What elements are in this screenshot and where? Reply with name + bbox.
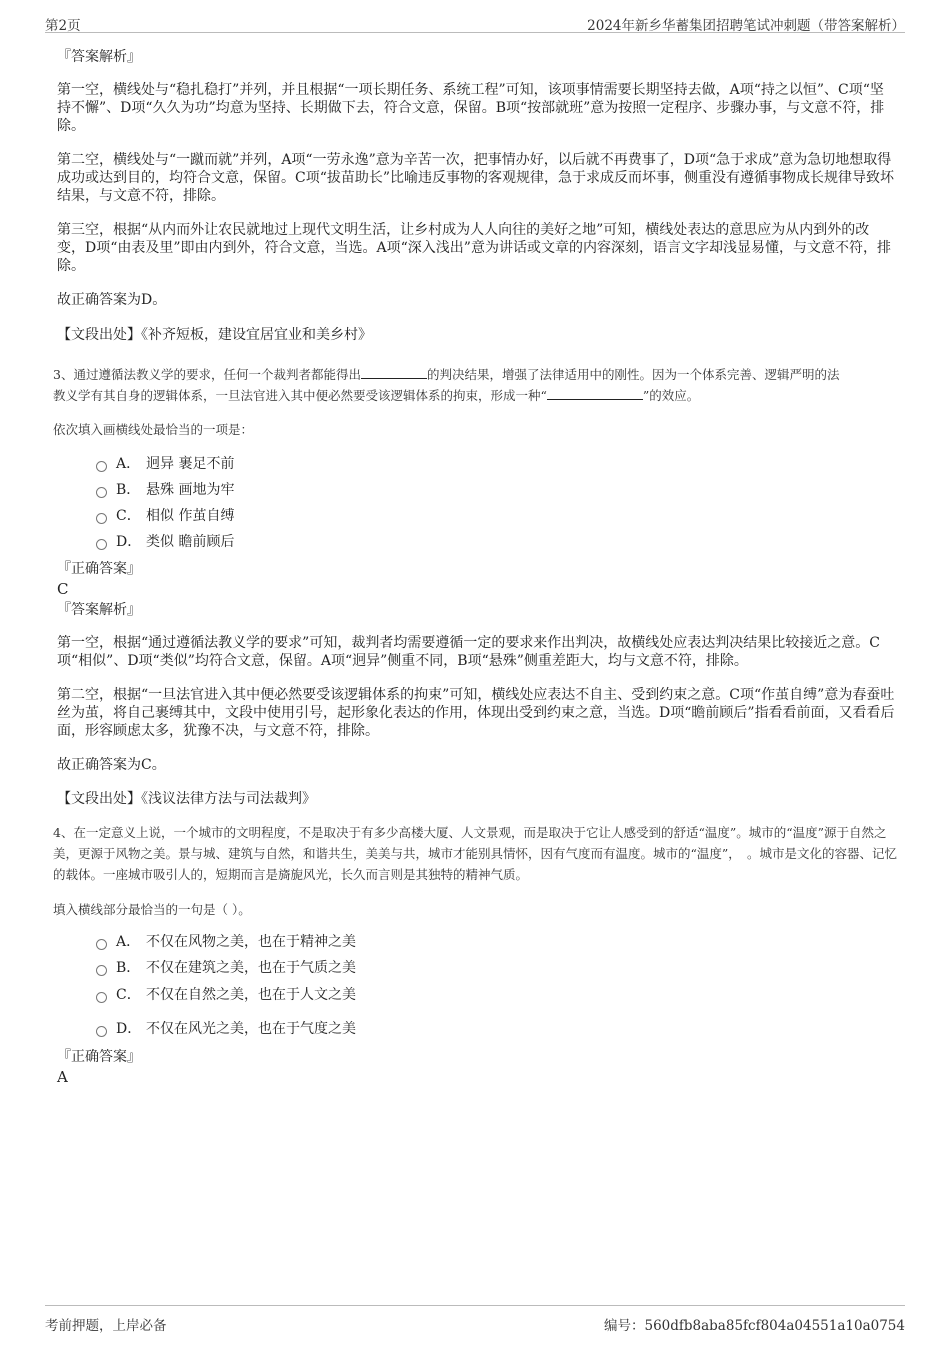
radio-icon[interactable]	[96, 513, 107, 524]
option-letter: D．	[116, 1021, 142, 1037]
option-text: 不仅在建筑之美，也在于气质之美	[146, 960, 356, 976]
q4-answer-label: 『正确答案』	[57, 1049, 141, 1065]
document-id: 编号：560dfb8aba85fcf804a04551a10a0754	[603, 1318, 905, 1334]
radio-icon[interactable]	[96, 539, 107, 550]
q3-answer-label: 『正确答案』	[57, 561, 141, 577]
q4-instruction: 填入横线部分最恰当的一句是（ ）。	[53, 902, 251, 917]
q3-blank-1	[361, 367, 427, 379]
option-text: 类似 瞻前顾后	[146, 534, 235, 550]
q2-conclusion: 故正确答案为D。	[57, 292, 167, 308]
q3-option-d[interactable]	[96, 532, 234, 552]
q3-conclusion: 故正确答案为C。	[57, 757, 166, 773]
q3-stem-part: 教义学有其自身的逻辑体系，一旦法官进入其中便必然要受该逻辑体系的拘束，形成一种“	[53, 388, 547, 403]
option-text: 不仅在风光之美，也在于气度之美	[146, 1021, 356, 1037]
option-text: 悬殊 画地为牢	[146, 482, 235, 498]
q3-option-b[interactable]	[96, 480, 234, 500]
option-letter: A．	[116, 934, 141, 950]
q3-stem-part: 的判决结果，增强了法律适用中的刚性。因为一个体系完善、逻辑严明的法	[426, 367, 840, 382]
option-text: 不仅在风物之美，也在于精神之美	[146, 934, 356, 950]
option-letter: B．	[116, 960, 141, 976]
q3-stem	[53, 364, 898, 406]
page-header	[45, 10, 905, 33]
radio-icon[interactable]	[96, 487, 107, 498]
q3-instruction: 依次填入画横线处最恰当的一项是：	[53, 422, 254, 437]
radio-icon[interactable]	[96, 1026, 107, 1037]
q3-answer: C	[57, 580, 69, 598]
q4-option-b[interactable]	[96, 958, 356, 978]
q2-source: 【文段出处】《补齐短板，建设宜居宜业和美乡村》	[57, 327, 372, 343]
option-text: 迥异 裹足不前	[146, 456, 235, 472]
q4-stem: 4、在一定意义上说，一个城市的文明程度，不是取决于有多少高楼大厦、人文景观，而是取决于它让人感受到的舒适“温度”。城市的“温度”源于自然之美，更源于风物之美。景与城、建筑与自然，和谐共生，美美与共，城市才能别具情怀，因有气度而有温度。城市的“温度”， 。城市是文化的容器、记忆的载体。一座城市吸引人的，短期而言是旖旎风光，长久而言则是其独特的精神气质。	[53, 825, 898, 882]
q4-option-c[interactable]	[96, 985, 356, 1005]
option-letter: C．	[116, 987, 141, 1003]
option-letter: C．	[116, 508, 141, 524]
q4-option-d[interactable]	[96, 1019, 356, 1039]
q3-option-c[interactable]	[96, 506, 234, 526]
page-footer	[45, 1305, 905, 1332]
option-letter: D．	[116, 534, 142, 550]
q2-analysis-p3: 第三空，根据“从内而外让农民就地过上现代文明生活，让乡村成为人人向往的美好之地”可知，横线处表达的意思应为从内到外的改变，D项“由表及里”即由内到外，符合文意，当选。A项“深入浅出”意为讲话或文章的内容深刻，语言文字却浅显易懂，与文意不符，排除。	[57, 222, 891, 274]
q3-stem-part: 3、通过遵循法教义学的要求，任何一个裁判者都能得出	[53, 367, 361, 382]
q4-answer: A	[57, 1068, 68, 1086]
radio-icon[interactable]	[96, 939, 107, 950]
option-letter: A．	[116, 456, 141, 472]
footer-slogan: 考前押题，上岸必备	[45, 1318, 167, 1334]
q2-analysis-p1: 第一空，横线处与“稳扎稳打”并列，并且根据“一项长期任务、系统工程”可知，该项事情需要长期坚持去做，A项“持之以恒”、C项“坚持不懈”、D项“久久为功”均意为坚持、长期做下去，符合文意，保留。B项“按部就班”意为按照一定程序、步骤办事，与文意不符，排除。	[57, 82, 885, 134]
radio-icon[interactable]	[96, 965, 107, 976]
q3-analysis-label: 『答案解析』	[57, 602, 141, 618]
q3-analysis-p1: 第一空，根据“通过遵循法教义学的要求”可知，裁判者均需要遵循一定的要求来作出判决，故横线处应表达判决结果比较接近之意。C项“相似”、D项“类似”均符合文意，保留。A项“迥异”侧重不同，B项“悬殊”侧重差距大，均与文意不符，排除。	[57, 635, 881, 669]
q4-option-a[interactable]	[96, 932, 356, 952]
radio-icon[interactable]	[96, 461, 107, 472]
q2-analysis-label: 『答案解析』	[57, 49, 141, 65]
radio-icon[interactable]	[96, 992, 107, 1003]
q3-option-a[interactable]	[96, 454, 234, 474]
q3-analysis-p2: 第二空，根据“一旦法官进入其中便必然要受该逻辑体系的拘束”可知，横线处应表达不自主、受到约束之意。C项“作茧自缚”意为春蚕吐丝为茧，将自己裹缚其中，文段中使用引号，起形象化表达的作用，体现出受到约束之意，当选。D项“瞻前顾后”指看看前面，又看看后面，形容顾虑太多，犹豫不决，与文意不符，排除。	[57, 687, 895, 739]
page-number: 第2页	[45, 18, 81, 34]
q3-stem-part: ”的效应。	[642, 388, 700, 403]
option-text: 相似 作茧自缚	[146, 508, 235, 524]
option-letter: B．	[116, 482, 141, 498]
q3-blank-2	[547, 388, 643, 400]
q2-analysis-p2: 第二空，横线处与“一蹴而就”并列，A项“一劳永逸”意为辛苦一次，把事情办好，以后就不再费事了，D项“急于求成”意为急切地想取得成功或达到目的，均符合文意，保留。C项“拔苗助长”比喻违反事物的客观规律，急于求成反而坏事，侧重没有遵循事物成长规律导致坏结果，与文意不符，排除。	[57, 152, 895, 204]
q3-source: 【文段出处】《浅议法律方法与司法裁判》	[57, 791, 316, 807]
option-text: 不仅在自然之美，也在于人文之美	[146, 987, 356, 1003]
document-title: 2024年新乡华蓄集团招聘笔试冲刺题（带答案解析）	[587, 18, 905, 34]
